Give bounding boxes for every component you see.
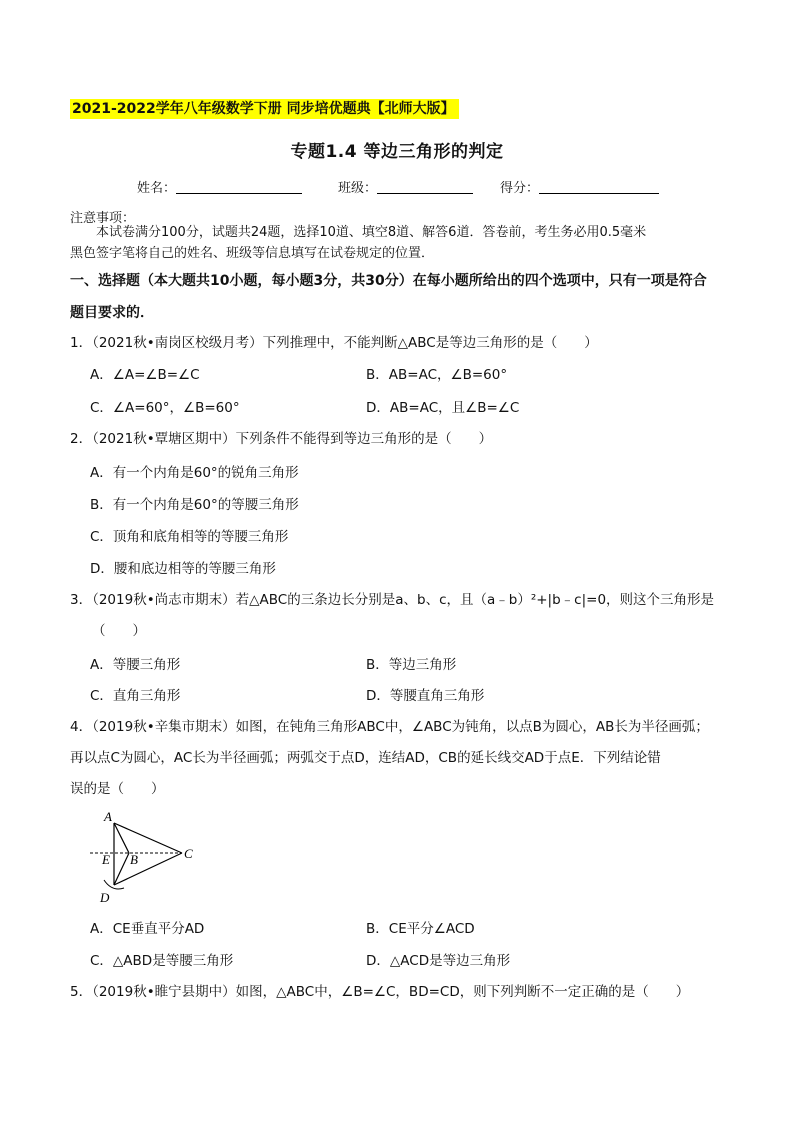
header-tag: 2021-2022学年八年级数学下册 同步培优题典【北师大版】 (70, 99, 459, 119)
question-3-stem-2: （ ） (92, 623, 146, 639)
name-field[interactable] (137, 177, 302, 196)
score-label: 得分： (500, 181, 540, 196)
q3-option-c[interactable]: C．直角三角形 (90, 688, 181, 704)
q3-option-d[interactable]: D．等腰直角三角形 (366, 688, 485, 704)
q4-option-a[interactable]: A．CE垂直平分AD (90, 921, 205, 937)
q3-option-b[interactable]: B．等边三角形 (366, 657, 457, 673)
q2-option-c[interactable]: C．顶角和底角相等的等腰三角形 (90, 529, 289, 545)
page-title: 专题1.4 等边三角形的判定 (290, 142, 504, 162)
question-3-stem-1: 3．（2019秋•尚志市期末）若△ABC的三条边长分别是a、b、c，且（a﹣b）²+|b﹣c|=0，则这个三角形是 (70, 592, 715, 608)
q1-option-b[interactable]: B．AB=AC，∠B=60° (366, 367, 508, 383)
q4-option-c[interactable]: C．△ABD是等腰三角形 (90, 953, 234, 969)
question-4-stem-3: 误的是（ ） (70, 781, 165, 797)
section-heading (70, 265, 730, 329)
score-blank[interactable] (539, 179, 659, 194)
label-d: D (100, 890, 110, 905)
segment-cd (114, 853, 182, 885)
section-line-2: 题目要求的． (70, 305, 154, 321)
score-field[interactable] (500, 177, 659, 196)
question-1-stem: 1．（2021秋•南岗区校级月考）下列推理中，不能判断△ABC是等边三角形的是（ ） (70, 335, 598, 351)
segment-ac (114, 823, 182, 853)
class-blank[interactable] (377, 179, 473, 194)
class-field[interactable] (338, 177, 473, 196)
q4-option-d[interactable]: D．△ACD是等边三角形 (366, 953, 511, 969)
q4-option-b[interactable]: B．CE平分∠ACD (366, 921, 475, 937)
question-4-stem-1: 4．（2019秋•辛集市期末）如图，在钝角三角形ABC中，∠ABC为钝角，以点B为圆心，AB长为半径画弧； (70, 719, 709, 735)
notice-heading: 注意事项： (70, 211, 136, 226)
name-label: 姓名： (137, 181, 177, 196)
label-e: E (102, 852, 110, 867)
class-label: 班级： (338, 181, 378, 196)
label-b: B (130, 852, 138, 867)
q1-option-d[interactable]: D．AB=AC，且∠B=∠C (366, 400, 520, 416)
segment-ab (114, 823, 129, 853)
q2-option-d[interactable]: D．腰和底边相等的等腰三角形 (90, 561, 276, 577)
q2-option-a[interactable]: A．有一个内角是60°的锐角三角形 (90, 465, 299, 481)
notice-line-1: 本试卷满分100分，试题共24题，选择10道、填空8道、解答6道．答卷前，考生务必用0.5毫米 (96, 225, 647, 240)
notice-line-2: 黑色签字笔将自己的姓名、班级等信息填写在试卷规定的位置． (70, 246, 435, 261)
notice-body (70, 222, 730, 264)
section-line-1: 一、选择题（本大题共10小题，每小题3分，共30分）在每小题所给出的四个选项中，只有一项是符合 (70, 273, 707, 289)
question-5-stem: 5．（2019秋•睢宁县期中）如图，△ABC中，∠B=∠C，BD=CD，则下列判断不一定正确的是（ ） (70, 984, 690, 1000)
question-4-stem-2: 再以点C为圆心，AC长为半径画弧；两弧交于点D，连结AD，CB的延长线交AD于点E．下列结论错 (70, 750, 661, 766)
q4-geometry-figure (78, 800, 218, 910)
q2-option-b[interactable]: B．有一个内角是60°的等腰三角形 (90, 497, 299, 513)
q1-option-a[interactable]: A．∠A=∠B=∠C (90, 367, 200, 383)
q3-option-a[interactable]: A．等腰三角形 (90, 657, 181, 673)
label-c: C (184, 846, 193, 861)
segment-bd (114, 853, 129, 885)
question-2-stem: 2．（2021秋•覃塘区期中）下列条件不能得到等边三角形的是（ ） (70, 431, 493, 447)
q1-option-c[interactable]: C．∠A=60°，∠B=60° (90, 400, 240, 416)
name-blank[interactable] (176, 179, 302, 194)
label-a: A (104, 809, 112, 824)
